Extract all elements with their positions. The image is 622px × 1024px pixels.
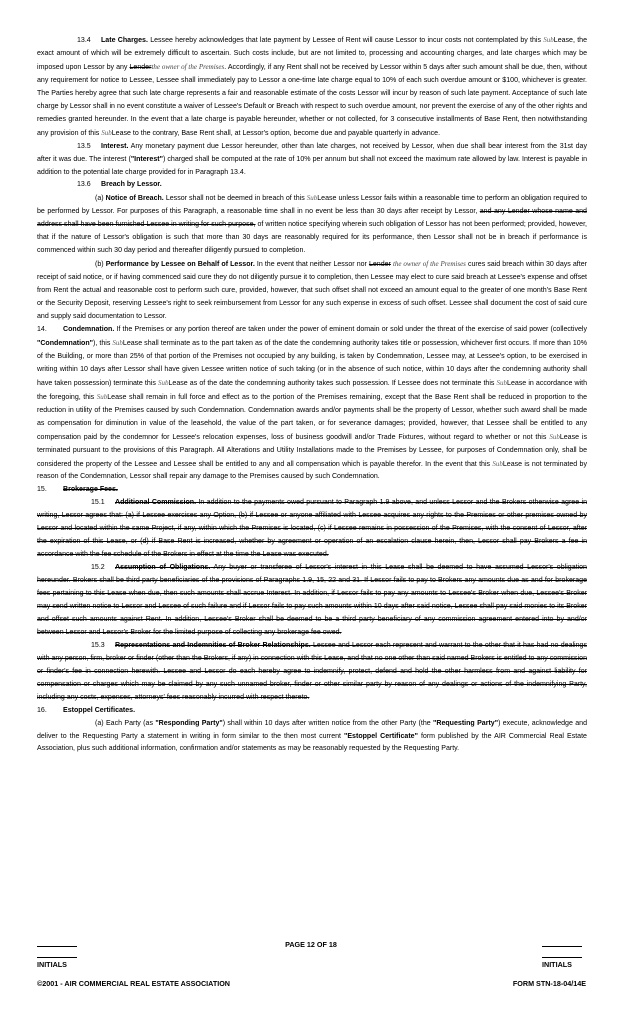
initials-line-right-2 (542, 957, 582, 958)
section-text: Lessee and Lessor each represent and warrant to the other that it has had no dealings with any person, firm, broker or finder (other than the Brokers, if any) in connection with this Lease, and that no one other than said named Brokers is entitled to any commission or finder's fee in connection herewith. Lessee and Lessor do each hereby agree to indemnify, protect, defend and hold the other harmless from and against liability for compensation or charges which may be claimed by any such unnamed broker, finder or other similar party by reason of any dealings or actions of the indemnifying Party, including any costs, expenses, attorneys' fees reasonably incurred with respect thereto. (37, 641, 587, 701)
section-text: form published by the AIR Commercial Real Estate Association, plus such additional information, confirmation and/or statements as may be reasonably requested by the Requesting Party. (37, 732, 587, 753)
section-text: Lease in accordance with the foregoing, this (37, 379, 587, 401)
struck-text: and any Lender whose name and address shall have been furnished Lessee in writing for such purpose, (37, 208, 587, 229)
copyright-notice: ©2001 - AIR COMMERCIAL REAL ESTATE ASSOCIATION (37, 979, 230, 988)
lease-body-text (37, 34, 587, 756)
sub-insert: Sub (543, 36, 554, 44)
sub-insert: Sub (549, 432, 560, 441)
section-number: 15. (37, 486, 47, 494)
section-number: 14. (37, 325, 47, 333)
section-text: ) execute, acknowledge and deliver to the Requesting Party a statement in writing in form similar to the then most current (37, 719, 587, 740)
sub-insert: Sub (496, 378, 508, 387)
section-title: Interest. (101, 142, 129, 150)
sub-insert: Sub (96, 392, 108, 401)
section-text: Lease shall remain in full force and effect as to the portion of the Premises remaining, except that the Base Rent shall be reduced in proportion to the reduction in utility of the Premises caused by such Condemnation. Condemnation awards and/or payments shall be the property of Lessor, whether such award shall be made as compensation for diminution in value of the leasehold, the value of the part taken, or for severance damages; provided, however, that Lessee shall be entitled to any compensation paid by the condemnor for Lessee's relocation expenses, loss of business goodwill and/or Trade Fixtures, without regard to whether or not this (37, 393, 587, 441)
section-13-6-a (37, 192, 587, 258)
section-text: Each Party (as (105, 719, 156, 727)
section-number: 15.1 (91, 499, 105, 507)
defined-term: "Condemnation" (37, 339, 94, 347)
section-text: of written notice specifying wherein such obligation of Lessor has not been performed; provided, however, that if the nature of Lessor's obligation is such that more than 30 days are reasonably required for its performance, then Lessor shall not be in breach if performance is commenced within such 30 day period and thereafter diligently pursued to completion. (37, 221, 587, 255)
defined-term: "Responding Party" (155, 719, 223, 727)
subsection-label: (a) (95, 195, 106, 203)
section-number: 16. (37, 706, 47, 714)
form-code: FORM STN-18-04/14E (512, 979, 586, 988)
struck-text: Lender (129, 63, 152, 71)
subsection-title: Performance by Lessee on Behalf of Lessor. (105, 261, 255, 269)
section-15-2 (37, 562, 587, 640)
section-text: Any monetary payment due Lessor hereunder, other than late charges, not received by Lessor, when due shall bear interest from the 31st day after it was due. The interest ( (37, 142, 587, 163)
inserted-text: the owner of the Premises (392, 260, 466, 269)
section-number: 13.6 (77, 181, 91, 189)
section-text: Lease as of the date the condemning authority takes such possession. If Lessee does not terminate this (168, 379, 497, 387)
section-number: 15.3 (91, 641, 105, 649)
section-text: Lease is not terminated by reason of the Condemnation, Lessor shall repair any damage to the Premises caused by such Condemnation. (37, 460, 587, 481)
struck-text: Lender (368, 261, 391, 269)
initials-line-left-2 (37, 957, 77, 958)
section-title: Representations and Indemnities of Broker Relationships. (115, 641, 311, 649)
sub-insert: Sub (306, 194, 318, 203)
section-14 (37, 324, 587, 484)
section-16 (37, 705, 587, 718)
section-text: ) shall within 10 days after written notice from the other Party (the (222, 719, 434, 727)
section-text: In the event that neither Lessor nor (256, 261, 369, 269)
section-title: Condemnation. (63, 325, 115, 333)
section-text: ), this (93, 339, 113, 347)
section-text: Lease is terminated pursuant to the provisions of this Paragraph. All Alterations and Utility Installations made to the Premises by Lessee, for purposes of Condemnation only, shall be considered the property of the Lessee and Lessee shall be entitled to any and all compensation which is payable therefor. In the event that this (37, 433, 588, 468)
section-13-4 (37, 34, 587, 141)
section-text: If the Premises or any portion thereof are taken under the power of eminent domain or sold under the threat of the exercise of said power (collectively (116, 325, 587, 333)
section-number: 13.4 (77, 37, 91, 44)
section-text: Lease to the contrary, Base Rent shall, at Lessor's option, become due and payable quarterly in advance. (111, 129, 441, 137)
section-text: cures said breach within 30 days after receipt of said notice, or if having commenced said cure they do not diligently pursue it to completion, then Lessee may elect to cure said breach at Lessee's expense and offset from Rent the actual and reasonable cost to perform such cure, provided, however, that such offset shall not exceed an amount equal to the greater of one month's Base Rent or the Security Deposit, reserving Lessee's right to seek reimbursement from Lessor for any such expense in excess of such offset. Lessee shall document the cost of said cure and supply said documentation to Lessor. (37, 261, 587, 321)
section-15-1 (37, 497, 587, 562)
section-text: . Accordingly, if any Rent shall not be received by Lessor within 5 days after such amount shall be due, then, without any requirement for notice to Lessee, Lessee shall immediately pay to Lessor a one-time late charge equal to 10% of each such overdue amount or $100, whichever is greater. The Parties hereby agree that such late charge represents a fair and reasonable estimate of the costs Lessor will incur by reason of such late payment. Acceptance of such late charge by Lessor shall in no event constitute a waiver of Lessee's Default or Breach with respect to such overdue amount, nor prevent the exercise of any of the other rights and remedies granted hereunder. In the event that a late charge is payable hereunder, whether or not collected, for 3 consecutive installments of Base Rent, then notwithstanding any provision of this (37, 63, 588, 137)
sub-insert: Sub (158, 378, 169, 387)
section-13-6 (37, 179, 587, 192)
section-title: Estoppel Certificates. (63, 706, 136, 714)
subsection-label: (b) (95, 261, 106, 269)
section-text: ) charged shall be computed at the rate of 10% per annum but shall not exceed the maximum rate allowed by law. Interest is payable in addition to the potential late charge provided for in Paragraph 13.4. (37, 155, 588, 176)
section-15 (37, 484, 587, 497)
section-number: 15.2 (91, 564, 105, 572)
section-text: Lease unless Lessor fails within a reasonable time to perform an obligation required to be performed by Lessor. For purposes of this Paragraph, a reasonable time shall in no event be less than 30 days after receipt by Lessor, (37, 195, 587, 216)
section-text: Any buyer or transferee of Lessor's interest in this Lease shall be deemed to have assumed Lessor's obligation hereunder. Brokers shall be third party beneficiaries of the provisions of Paragraphs 1.9, 15, 22 and 31. If Lessor fails to pay to Brokers any amounts due as and for brokerage fees pertaining to this Lease when due, then such amounts shall accrue Interest. In addition, if Lessor fails to pay any amounts to Lessee's Broker when due, Lessee's Broker may send written notice to Lessor and Lessee of such failure and if Lessor fails to pay such amounts within 10 days after said notice, Lessee shall pay said monies to its Broker and offset such amounts against Rent. In addition, Lessee's Broker shall be deemed to be a third party beneficiary of any commission agreement entered into by and/or between Lessor and Lessor's Broker for the limited purpose of collecting any brokerage fee owed. (37, 564, 587, 636)
subsection-title: Notice of Breach. (105, 195, 164, 203)
section-title: Breach by Lessor. (101, 181, 162, 189)
sub-insert: Sub (101, 128, 112, 137)
sub-insert: Sub (112, 338, 123, 347)
section-13-5 (37, 141, 587, 180)
section-title: Brokerage Fees. (63, 486, 118, 494)
subsection-label: (a) (95, 719, 106, 727)
initials-label-right: INITIALS (542, 960, 572, 969)
section-15-3 (37, 640, 587, 705)
section-text: Lease shall terminate as to the part taken as of the date the condemning authority takes title or possession, whichever first occurs. If more than 10% of the Building, or more than 25% of that portion of the Premises not occupied by any building, is taken by Condemnation, Lessee may, at Lessee's option, to be exercised in writing within 10 days after Lessor shall have given Lessee written notice of such taking (or in the absence of such notice, within 10 days after the condemning authority shall have taken possession) terminate this (37, 339, 587, 387)
section-13-6-b (37, 258, 587, 324)
defined-term: "Requesting Party" (433, 719, 499, 727)
section-title: Late Charges. (101, 37, 148, 44)
section-text: Lease, the exact amount of which will be extremely difficult to ascertain. Such costs include, but are not limited to, processing and accounting charges, and late charges which may be imposed upon Lessor by any (37, 37, 587, 71)
defined-term: "Interest" (130, 155, 163, 163)
section-title: Assumption of Obligations. (115, 564, 211, 572)
section-text: Lessee hereby acknowledges that late payment by Lessee of Rent will cause Lessor to incur costs not contemplated by this (150, 37, 544, 44)
section-16-a (37, 718, 587, 757)
initials-label-left: INITIALS (37, 960, 67, 969)
section-text: Lessor shall not be deemed in breach of this (165, 195, 307, 203)
section-number: 13.5 (77, 142, 91, 150)
defined-term: "Estoppel Certificate" (344, 732, 418, 740)
sub-insert: Sub (492, 459, 503, 468)
section-title: Additional Commission. (115, 499, 197, 507)
inserted-text: the owner of the Premises (151, 62, 225, 71)
section-text: In addition to the payments owed pursuant to Paragraph 1.9 above, and unless Lessor and the Brokers otherwise agree in writing, Lessor agrees that: (a) if Lessee exercises any Option, (b) if Lessee or anyone affiliated with Lessee acquires any rights to the Premises or other premises owned by Lessor and located within the same Project, if any, within which the Premises is located, (c) if Lessee remains in possession of the Premises, with the consent of Lessor, after the expiration of this Lease, or (d) if Base Rent is increased, whether by agreement or operation of an escalation clause herein, then, Lessor shall pay Brokers a fee in accordance with the fee schedule of the Brokers in effect at the time the Lease was executed. (37, 499, 587, 559)
page-number: PAGE 12 OF 18 (285, 940, 337, 949)
